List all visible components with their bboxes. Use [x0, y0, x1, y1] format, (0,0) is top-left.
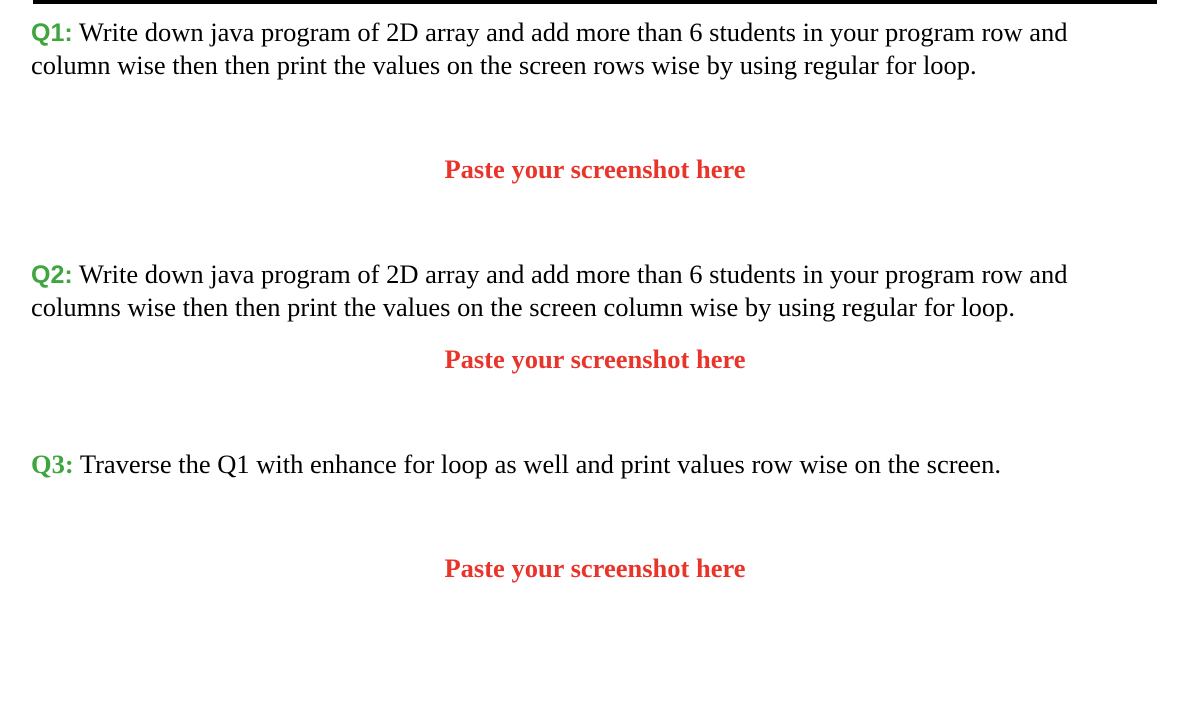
question-1-text: Write down java program of 2D array and add more than 6 students in your program row and column wise then then print the values on the screen rows wise by using regular for loop.: [31, 17, 1068, 80]
screenshot-placeholder-3: Paste your screenshot here: [444, 553, 746, 583]
question-1: [31, 16, 1151, 81]
question-2-label: Q2:: [31, 261, 73, 289]
question-2: [31, 258, 1151, 323]
question-1-label: Q1:: [31, 19, 73, 47]
question-3: [31, 448, 1151, 480]
screenshot-placeholder-2: Paste your screenshot here: [444, 344, 746, 374]
question-3-text: Traverse the Q1 with enhance for loop as well and print values row wise on the screen.: [73, 449, 1001, 479]
question-3-label: Q3:: [31, 449, 74, 479]
top-border-rule: [33, 0, 1157, 4]
screenshot-placeholder-1: Paste your screenshot here: [444, 154, 746, 184]
question-2-text: Write down java program of 2D array and add more than 6 students in your program row and columns wise then then print the values on the screen column wise by using regular for loop.: [31, 259, 1068, 322]
